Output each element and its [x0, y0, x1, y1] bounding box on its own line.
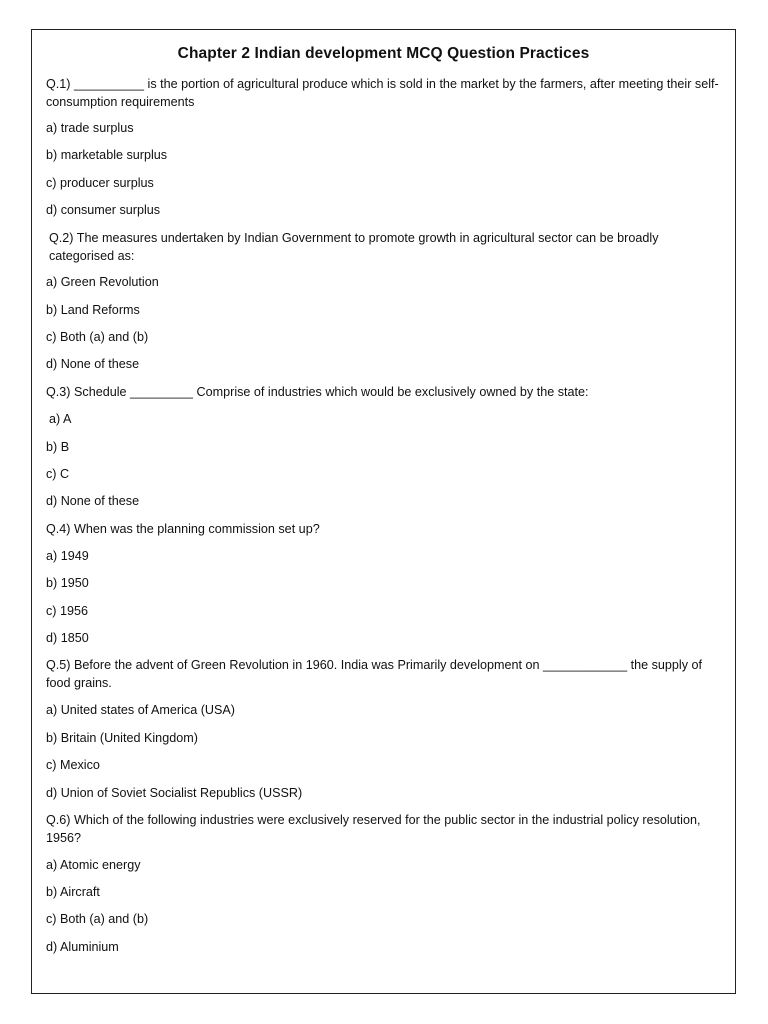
question-2-option-a: a) Green Revolution — [46, 275, 159, 289]
question-1-option-d: d) consumer surplus — [46, 203, 161, 217]
question-3-option-d: d) None of these — [46, 494, 140, 508]
question-1-option-c: c) producer surplus — [46, 176, 154, 190]
question-3-option-b: b) B — [46, 440, 70, 454]
question-4-option-c: c) 1956 — [46, 604, 89, 618]
question-5-option-d: d) Union of Soviet Socialist Republics (USSR) — [46, 786, 303, 800]
question-6-text: Q.6) Which of the following industries were exclusively reserved for the public sector in the industrial policy resolution, 1956? — [46, 813, 701, 845]
question-3-option-c: c) C — [46, 467, 70, 481]
question-4-option-d: d) 1850 — [46, 631, 89, 645]
question-2-option-c: c) Both (a) and (b) — [46, 330, 149, 344]
question-6-option-d: d) Aluminium — [46, 940, 119, 954]
question-2-option-d: d) None of these — [46, 357, 140, 371]
question-3-text: Q.3) Schedule _________ Comprise of industries which would be exclusively owned by the state: — [46, 385, 589, 399]
question-1-text: Q.1) __________ is the portion of agricultural produce which is sold in the market by the farmers, after meeting their self-consumption requirements — [46, 77, 719, 109]
question-2-option-b: b) Land Reforms — [46, 303, 140, 317]
question-6-option-b: b) Aircraft — [46, 885, 100, 899]
question-6-option-c: c) Both (a) and (b) — [46, 912, 149, 926]
page-title: Chapter 2 Indian development MCQ Question Practices — [177, 45, 590, 62]
question-1-option-a: a) trade surplus — [46, 121, 134, 135]
question-3-option-a: a) A — [49, 412, 72, 426]
question-4-option-b: b) 1950 — [46, 576, 89, 590]
question-4-option-a: a) 1949 — [46, 549, 89, 563]
question-1-option-b: b) marketable surplus — [46, 148, 168, 162]
question-5-option-a: a) United states of America (USA) — [46, 703, 235, 717]
question-4-text: Q.4) When was the planning commission set up? — [46, 522, 320, 536]
question-5-option-b: b) Britain (United Kingdom) — [46, 731, 198, 745]
question-5-option-c: c) Mexico — [46, 758, 100, 772]
question-6-option-a: a) Atomic energy — [46, 858, 141, 872]
question-2-text: Q.2) The measures undertaken by Indian Government to promote growth in agricultural sector can be broadly categorised as: — [49, 231, 659, 263]
question-5-text: Q.5) Before the advent of Green Revolution in 1960. India was Primarily development on ____________ the supply of food grains. — [46, 658, 702, 690]
page-border — [31, 29, 736, 994]
